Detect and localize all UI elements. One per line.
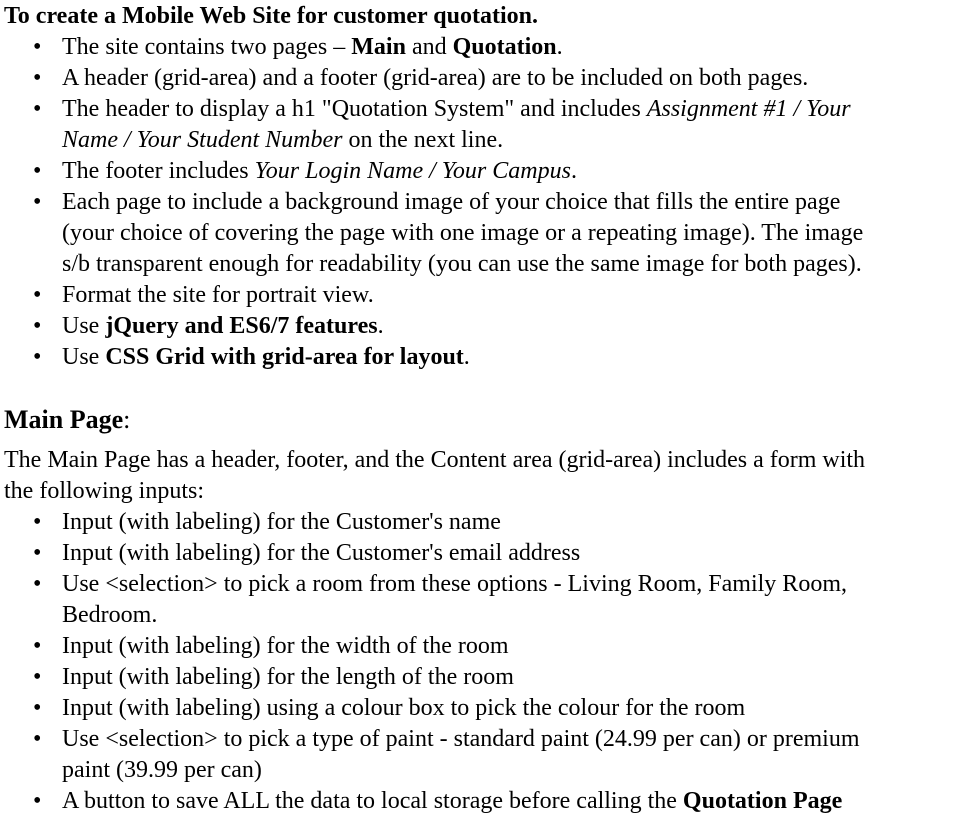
bold-text: jQuery and ES6/7 features	[105, 313, 378, 339]
italic-text: Name / Your Student Number	[62, 127, 343, 153]
list-item	[4, 280, 971, 311]
text: .	[570, 158, 577, 184]
text: The footer includes	[62, 158, 255, 184]
list-item	[4, 32, 971, 63]
text: Use <selection> to pick a room from these options - Living Room, Family Room,	[62, 571, 847, 597]
text: Use <selection> to pick a type of paint - standard paint (24.99 per can) or premium	[62, 726, 860, 752]
text: Format the site for portrait view.	[62, 282, 374, 308]
text: Input (with labeling) for the width of the room	[62, 633, 509, 659]
text: (your choice of covering the page with one image or a repeating image). The image	[62, 220, 864, 246]
list-item	[4, 94, 971, 156]
text: The header to display a h1 "Quotation System" and includes	[62, 96, 647, 122]
text: Each page to include a background image of your choice that fills the entire page	[62, 189, 841, 215]
bold-text: CSS Grid with grid-area for layout	[105, 344, 464, 370]
list-item	[4, 569, 971, 631]
main-page-intro	[4, 445, 971, 507]
text: on the next line.	[342, 127, 504, 153]
main-page-heading	[4, 404, 971, 435]
list-item	[4, 63, 971, 94]
text: Bedroom.	[62, 602, 158, 628]
list-item	[4, 507, 971, 538]
list-item	[4, 311, 971, 342]
bold-text: Quotation Page	[682, 788, 843, 814]
list-item	[4, 662, 971, 693]
list-item	[4, 156, 971, 187]
list-item	[4, 342, 971, 373]
text: s/b transparent enough for readability (you can use the same image for both pages).	[62, 251, 862, 277]
inputs-list	[4, 507, 971, 817]
text: the following inputs:	[4, 478, 204, 504]
text: Use	[62, 344, 106, 370]
text: Use	[62, 313, 106, 339]
list-item	[4, 786, 971, 817]
text: A button to save ALL the data to local storage before calling the	[62, 788, 683, 814]
list-item	[4, 631, 971, 662]
list-item	[4, 693, 971, 724]
text: The site contains two pages –	[62, 34, 352, 60]
text: The Main Page has a header, footer, and the Content area (grid-area) includes a form with	[4, 447, 866, 473]
text: paint (39.99 per can)	[62, 757, 262, 783]
text: A header (grid-area) and a footer (grid-area) are to be included on both pages.	[62, 65, 809, 91]
text: Input (with labeling) for the Customer's name	[62, 509, 501, 535]
text: Input (with labeling) using a colour box to pick the colour for the room	[62, 695, 746, 721]
italic-text: Assignment #1 / Your	[646, 96, 851, 122]
italic-text: Your Login Name / Your Campus	[254, 158, 571, 184]
text: .	[377, 313, 384, 339]
emphasis-quotation: Quotation	[452, 34, 557, 60]
text: Input (with labeling) for the Customer's email address	[62, 540, 581, 566]
document	[0, 1, 975, 829]
text: Input (with labeling) for the length of the room	[62, 664, 514, 690]
document-title: To create a Mobile Web Site for customer quotation.	[4, 3, 538, 29]
section-title-text: Main Page	[4, 405, 124, 434]
requirements-list	[4, 32, 971, 373]
text: :	[123, 405, 131, 434]
list-item	[4, 724, 971, 786]
text: .	[463, 344, 470, 370]
text: and	[405, 34, 453, 60]
text: .	[556, 34, 563, 60]
emphasis-main: Main	[351, 34, 406, 60]
list-item	[4, 187, 971, 280]
list-item	[4, 538, 971, 569]
